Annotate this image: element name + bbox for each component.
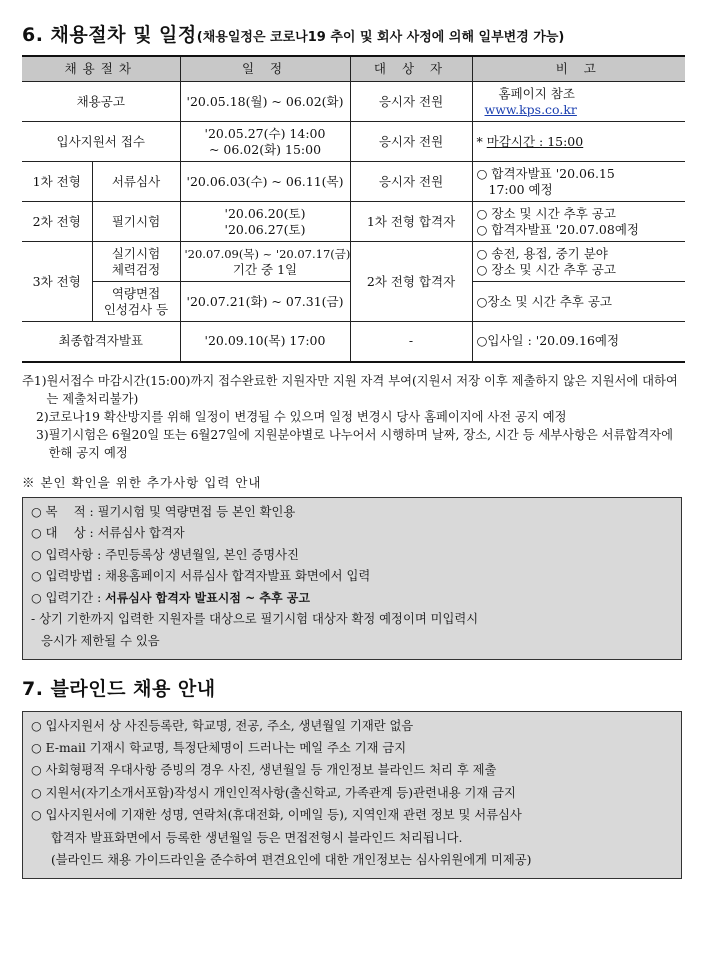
footnotes [22,372,687,462]
target-cell: - [350,322,472,362]
note-cell [472,122,685,162]
section-6-title: 6. 채용절차 및 일정 [22,24,197,46]
schedule-cell: '20.09.10(목) 17:00 [180,322,350,362]
table-row [22,322,685,362]
blind-item: ○ 입사지원서에 기재한 성명, 연락처(휴대전화, 이메일 등), 지역인재 관련 정보 및 서류심사 [31,808,522,823]
schedule-line: '20.06.27(토) [224,221,306,237]
step-cell: 최종합격자발표 [22,322,180,362]
schedule-line: 기간 중 1일 [232,261,298,277]
target-cell: 응시자 전원 [350,82,472,122]
note-cell: ○입사일 : '20.09.16예정 [472,322,685,362]
footnote-3 [22,426,687,462]
blind-recruitment-box [22,711,682,879]
target-cell: 응시자 전원 [350,122,472,162]
step-cell: 필기시험 [92,202,180,242]
footnote-key: 2) [36,409,49,424]
schedule-cell [180,242,350,282]
schedule-cell [180,122,350,162]
note-line: ○ 장소 및 시간 추후 공고 [476,205,616,221]
blind-item: ○ 입사지원서 상 사진등록란, 학교명, 전공, 주소, 생년월일 기재란 없음 [31,718,414,733]
step-cell: 서류심사 [92,162,180,202]
footnote-key: 3) [36,427,49,442]
step-line: 실기시험 [111,245,161,261]
blind-item: ○ 사회형평적 우대사항 증빙의 경우 사진, 생년월일 등 개인정보 블라인드 처리 후 제출 [31,763,497,778]
target-cell: 응시자 전원 [350,162,472,202]
note-cell: ○장소 및 시간 추후 공고 [472,282,685,322]
step-cell [92,282,180,322]
guide-footer: - 상기 기한까지 입력한 지원자를 대상으로 필기시험 대상자 확정 예정이며 미입력시 [31,612,479,627]
footnote-text: 코로나19 확산방지를 위해 일정이 변경될 수 있으며 일정 변경시 당사 홈페이지에 사전 공지 예정 [48,409,567,424]
homepage-link[interactable]: www.kps.co.kr [484,101,577,117]
footnote-key: 주1) [22,373,47,388]
note-line: ○ 합격자발표 '20.07.08예정 [476,221,639,237]
blind-item: ○ E-mail 기재시 학교명, 특정단체명이 드러나는 메일 주소 기재 금지 [31,741,407,756]
deadline-note: 마감시간 : 15:00 [486,133,584,149]
guide-item [31,588,673,610]
note-text: 홈페이지 참조 [498,85,575,101]
table-row [22,122,685,162]
stage-cell: 3차 전형 [22,242,92,322]
note-line: ○ 송전, 용접, 중기 분야 [476,245,608,261]
schedule-line: '20.05.27(수) 14:00 [204,125,326,141]
blind-item-continuation: (블라인드 채용 가이드라인을 준수하여 편견요인에 대한 개인정보는 심사위원에게 미제공) [51,853,532,868]
stage-cell: 1차 전형 [22,162,92,202]
schedule-cell: '20.06.03(수) ~ 06.11(목) [180,162,350,202]
guide-item: ○ 대 상 : 서류심사 합격자 [31,526,185,541]
guide-footer: 응시가 제한될 수 있음 [41,634,160,649]
header-schedule: 일 정 [180,56,350,82]
schedule-line: ~ 06.02(화) 15:00 [208,141,322,157]
note-cell [472,162,685,202]
header-step: 채용절차 [22,56,180,82]
schedule-line: '20.06.20(토) [224,205,306,221]
table-row [22,82,685,122]
footnote-text: 필기시험은 6월20일 또는 6월27일에 지원분야별로 나누어서 시행하며 날짜, 장소, 시간 등 세부사항은 서류합격자에 한해 공지 예정 [48,427,673,460]
target-cell: 1차 전형 합격자 [350,202,472,242]
schedule-table [22,55,685,363]
identity-guide-box [22,497,682,660]
note-cell [472,202,685,242]
schedule-cell [180,202,350,242]
blind-item: ○ 지원서(자기소개서포함)작성시 개인인적사항(출신학교, 가족관계 등)관련내용 기재 금지 [31,785,516,800]
section-7-title: 7. 블라인드 채용 안내 [22,677,216,700]
table-header-row [22,56,685,82]
section-6-subtitle: (채용일정은 코로나19 추이 및 회사 사정에 의해 일부변경 가능) [196,30,565,45]
guide-heading: ※ 본인 확인을 위한 추가사항 입력 안내 [22,474,262,490]
period-label: ○ 입력기간 : [31,590,106,605]
note-line: 17:00 예정 [488,181,553,197]
table-row [22,162,685,202]
guide-item: ○ 목 적 : 필기시험 및 역량면접 등 본인 확인용 [31,504,296,519]
step-line: 인성검사 등 [103,301,169,317]
period-value: 서류심사 합격자 발표시점 ~ 추후 공고 [105,590,310,605]
note-cell [472,242,685,282]
target-cell: 2차 전형 합격자 [350,242,472,322]
step-line: 체력검정 [111,261,161,277]
blind-item-continuation: 합격자 발표화면에서 등록한 생년월일 등은 면접전형시 블라인드 처리됩니다. [51,830,463,845]
step-cell [92,242,180,282]
header-target: 대 상 자 [350,56,472,82]
section-6-heading [22,20,685,47]
step-cell: 채용공고 [22,82,180,122]
table-row [22,242,685,282]
guide-item: ○ 입력사항 : 주민등록상 생년월일, 본인 증명사진 [31,547,299,562]
footnote-1 [22,372,687,408]
schedule-cell: '20.07.21(화) ~ 07.31(금) [180,282,350,322]
note-line: ○ 합격자발표 '20.06.15 [476,165,615,181]
guide-item: ○ 입력방법 : 채용홈페이지 서류심사 합격자발표 화면에서 입력 [31,569,371,584]
note-cell [472,82,685,122]
footnote-text: 원서접수 마감시간(15:00)까지 접수완료한 지원자만 지원 자격 부여(지원서 저장 이후 제출하지 않은 지원서에 대하여는 제출처리불가) [46,373,678,406]
step-line: 역량면접 [111,285,161,301]
header-note: 비 고 [472,56,685,82]
stage-cell: 2차 전형 [22,202,92,242]
step-cell: 입사지원서 접수 [22,122,180,162]
table-row [22,202,685,242]
note-prefix: * [476,133,487,149]
schedule-line: '20.07.09(목) ~ '20.07.17(금) [184,246,351,261]
note-line: ○ 장소 및 시간 추후 공고 [476,261,616,277]
schedule-cell: '20.05.18(월) ~ 06.02(화) [180,82,350,122]
footnote-2 [22,408,687,426]
